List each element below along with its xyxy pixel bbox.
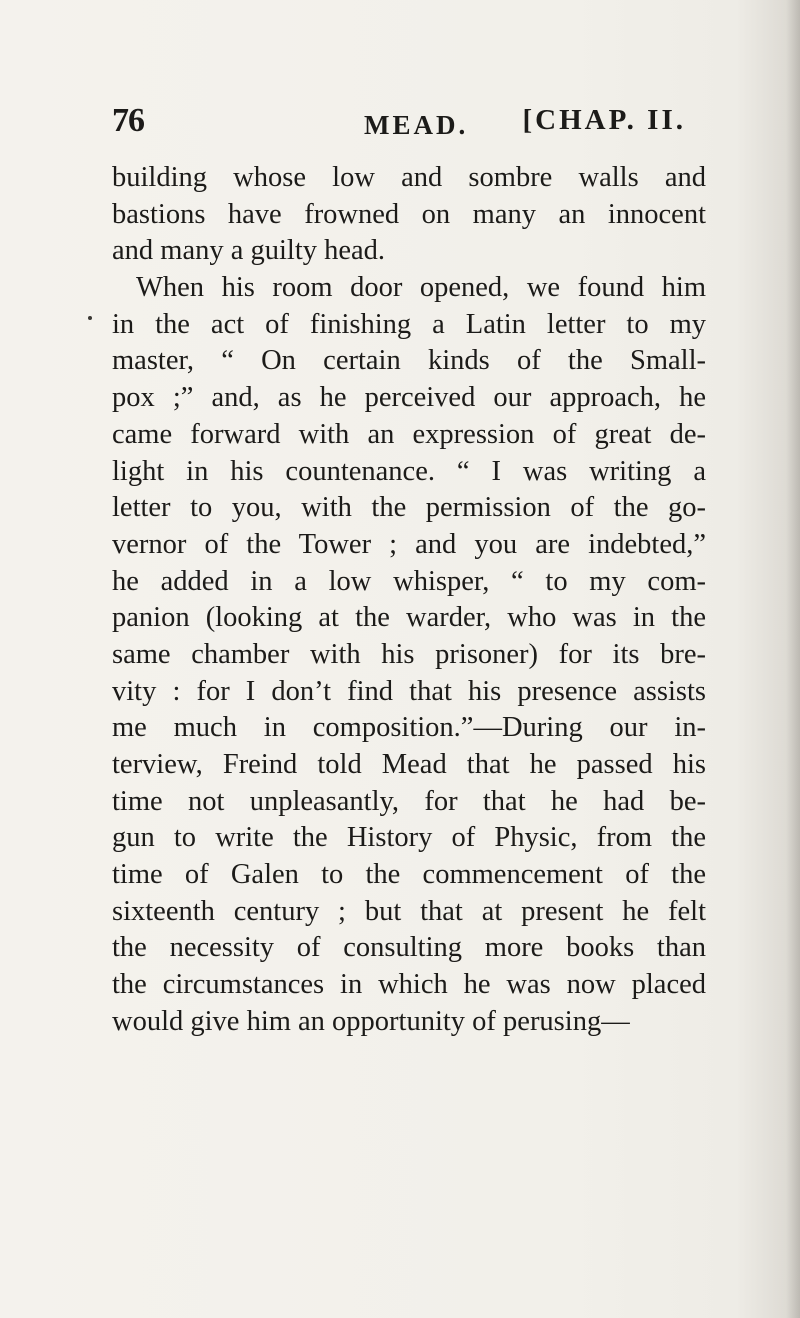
text-line: gun to write the History of Physic, from the (112, 822, 706, 854)
text-line: panion (looking at the warder, who was in the (112, 602, 706, 634)
text-line: bastions have frowned on many an innocent (112, 198, 706, 230)
running-head-title: MEAD. (364, 110, 469, 140)
text-line: vernor of the Tower ; and you are indebted,” (112, 528, 706, 560)
running-head-chapter: [CHAP. II. (522, 104, 686, 136)
page-number: 76 (112, 102, 144, 139)
text-line: pox ;” and, as he perceived our approach, he (112, 382, 706, 414)
text-line: same chamber with his prisoner) for its bre- (112, 638, 706, 670)
text-line: me much in composition.”—During our in- (112, 712, 706, 744)
text-line: time not unpleasantly, for that he had be- (112, 785, 706, 817)
text-line: in the act of finishing a Latin letter to my (112, 308, 706, 340)
text-line: the necessity of consulting more books than (112, 932, 706, 964)
stray-ink-mark (88, 316, 92, 320)
text-line: When his room door opened, we found him (136, 272, 706, 304)
text-line: master, “ On certain kinds of the Small- (112, 345, 706, 377)
text-line: letter to you, with the permission of the go- (112, 492, 706, 524)
running-head (112, 102, 686, 146)
text-line: sixteenth century ; but that at present he felt (112, 895, 706, 927)
text-line: the circumstances in which he was now placed (112, 969, 706, 1001)
text-line: vity : for I don’t find that his presence assists (112, 675, 706, 707)
text-line: and many a guilty head. (112, 235, 386, 267)
text-line: time of Galen to the commencement of the (112, 859, 706, 891)
page-edge-shadow (786, 0, 800, 1318)
text-line: terview, Freind told Mead that he passed his (112, 749, 706, 780)
text-line: building whose low and sombre walls and (112, 162, 706, 193)
text-line: light in his countenance. “ I was writing a (112, 455, 706, 487)
text-line: would give him an opportunity of perusing— (112, 1005, 630, 1037)
text-line: came forward with an expression of great de- (112, 418, 706, 450)
body-text (112, 160, 706, 1041)
text-line: he added in a low whisper, “ to my com- (112, 565, 706, 597)
